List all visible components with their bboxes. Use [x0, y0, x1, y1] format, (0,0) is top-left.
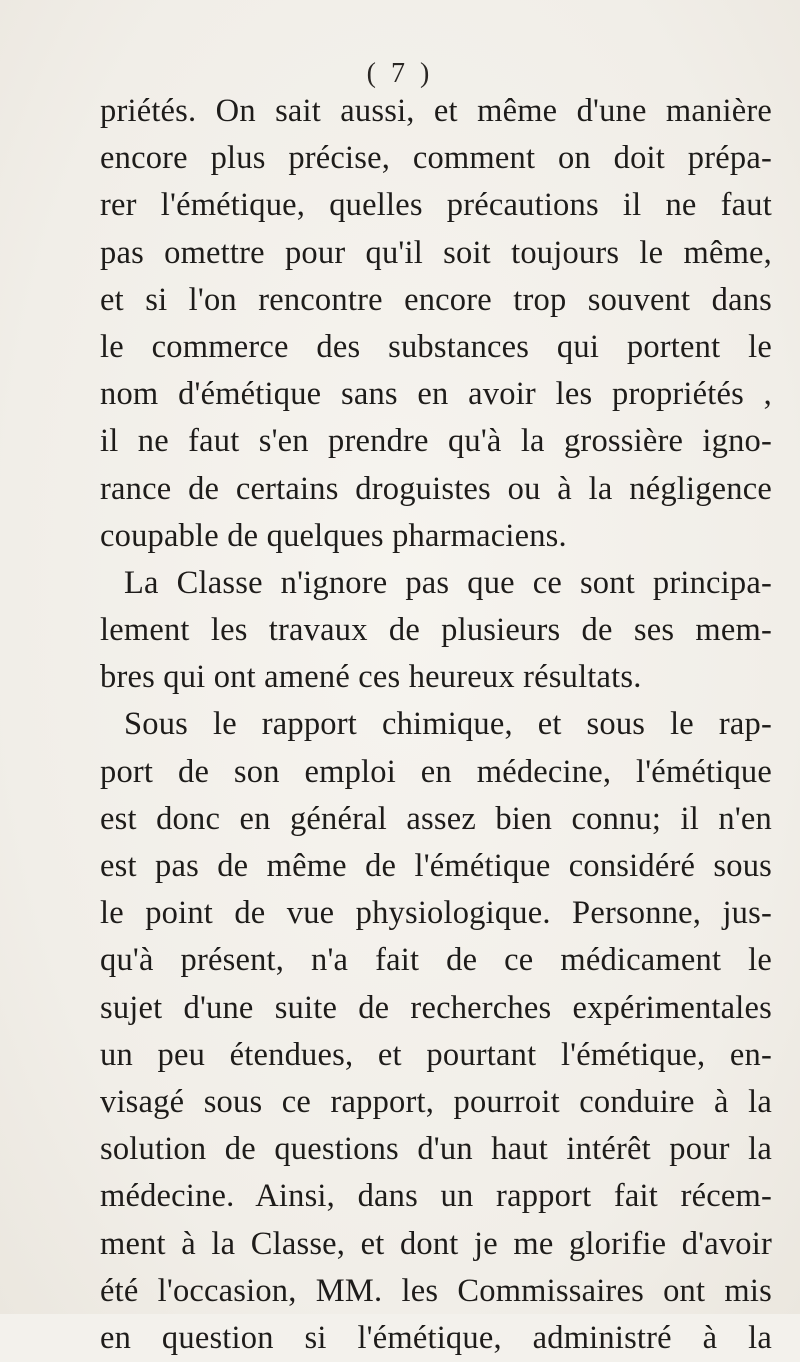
text-line: pas omettre pour qu'il soit toujours le même,: [100, 234, 772, 271]
text-line: solution de questions d'un haut intérêt pour la: [100, 1131, 772, 1168]
text-line: nom d'émétique sans en avoir les propriétés ,: [100, 376, 772, 413]
text-line: Sous le rapport chimique, et sous le rap-: [124, 706, 772, 743]
text-line: est donc en général assez bien connu; il n'en: [100, 800, 772, 837]
text-line: qu'à présent, n'a fait de ce médicament le: [100, 942, 772, 979]
text-line: lement les travaux de plusieurs de ses mem-: [100, 612, 772, 649]
text-line: été l'occasion, MM. les Commissaires ont mis: [100, 1272, 772, 1309]
text-line: bres qui ont amené ces heureux résultats.: [100, 659, 642, 696]
text-line: visagé sous ce rapport, pourroit conduire à la: [100, 1083, 772, 1120]
text-line: est pas de même de l'émétique considéré sous: [100, 848, 772, 884]
text-line: le point de vue physiologique. Personne, jus-: [100, 895, 772, 932]
text-line: et si l'on rencontre encore trop souvent dans: [100, 281, 772, 318]
page-number: ( 7 ): [366, 58, 434, 89]
text-line: rance de certains droguistes ou à la négligence: [100, 470, 772, 507]
text-line: en question si l'émétique, administré à la: [100, 1319, 772, 1356]
text-line: coupable de quelques pharmaciens.: [100, 517, 567, 554]
text-line: priétés. On sait aussi, et même d'une manière: [100, 93, 772, 129]
text-line: sujet d'une suite de recherches expérimentales: [100, 989, 772, 1026]
text-line: le commerce des substances qui portent le: [100, 328, 772, 365]
text-line: ment à la Classe, et dont je me glorifie d'avoir: [100, 1225, 772, 1262]
text-line: rer l'émétique, quelles précautions il ne faut: [100, 187, 772, 224]
text-line: La Classe n'ignore pas que ce sont principa-: [124, 564, 772, 601]
body-text: [100, 88, 772, 1362]
text-line: un peu étendues, et pourtant l'émétique, en-: [100, 1036, 772, 1073]
text-line: il ne faut s'en prendre qu'à la grossière igno-: [100, 423, 772, 460]
text-line: port de son emploi en médecine, l'émétique: [100, 753, 772, 790]
text-line: encore plus précise, comment on doit prépa-: [100, 140, 772, 177]
text-line: médecine. Ainsi, dans un rapport fait récem-: [100, 1178, 772, 1215]
